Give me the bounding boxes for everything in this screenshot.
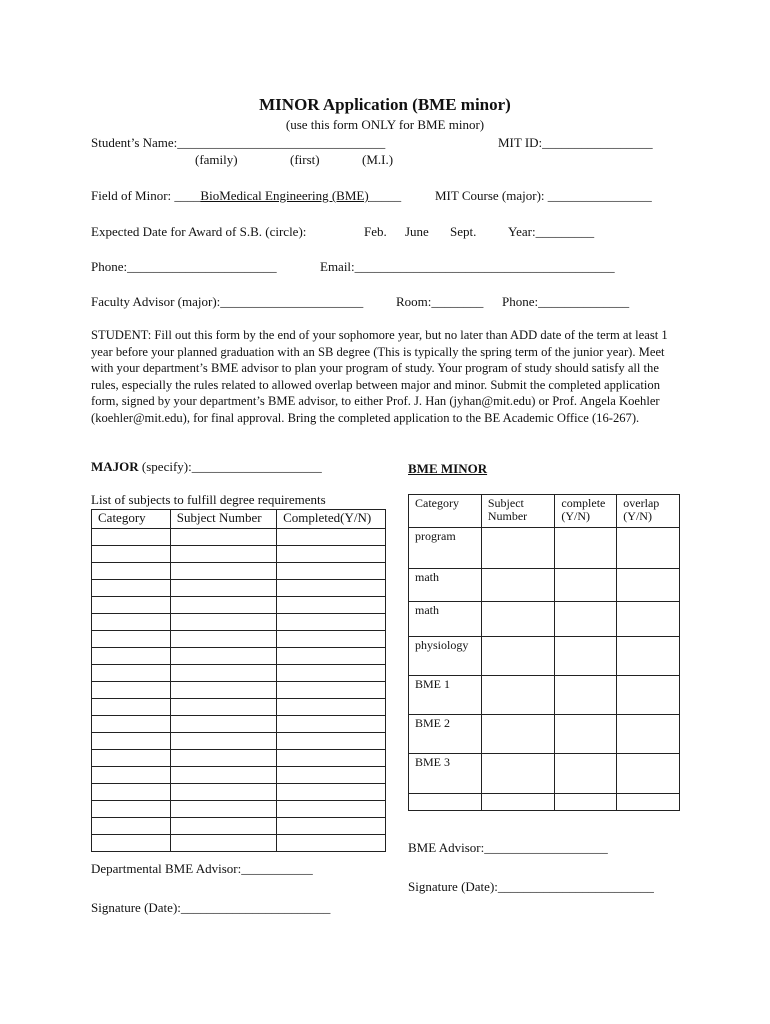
mi-caption: (M.I.) — [362, 152, 394, 167]
major-table-cell[interactable] — [170, 835, 276, 852]
minor-table-cell[interactable] — [481, 676, 555, 715]
minor-header-cell: complete (Y/N) — [555, 495, 617, 528]
minor-table-cell[interactable] — [617, 637, 680, 676]
minor-table-cell[interactable] — [555, 676, 617, 715]
major-table-cell[interactable] — [170, 648, 276, 665]
first-caption: (first) — [290, 152, 320, 167]
major-table-cell[interactable] — [92, 750, 171, 767]
major-table-cell[interactable] — [277, 682, 386, 699]
major-table-cell[interactable] — [92, 767, 171, 784]
mit-course-field[interactable]: MIT Course (major): ________________ — [435, 188, 652, 203]
major-table-cell[interactable] — [92, 563, 171, 580]
major-table-cell[interactable] — [277, 818, 386, 835]
minor-table-cell[interactable] — [481, 794, 555, 811]
major-table-row — [92, 733, 386, 750]
minor-table-cell[interactable] — [555, 528, 617, 569]
major-table-row — [92, 546, 386, 563]
email-field[interactable]: Email:________________________________________ — [320, 259, 615, 274]
major-table-header — [92, 510, 386, 529]
minor-category-cell: math — [409, 602, 482, 637]
major-table-cell[interactable] — [170, 733, 276, 750]
major-table-cell[interactable] — [170, 580, 276, 597]
major-table-cell[interactable] — [277, 733, 386, 750]
minor-table-cell[interactable] — [481, 602, 555, 637]
major-table-row — [92, 529, 386, 546]
expected-date-label: Expected Date for Award of S.B. (circle): — [91, 224, 307, 239]
option-feb[interactable]: Feb. — [364, 224, 387, 239]
minor-category-cell: physiology — [409, 637, 482, 676]
major-table-row — [92, 614, 386, 631]
minor-table-cell[interactable] — [555, 637, 617, 676]
minor-table-cell[interactable] — [617, 569, 680, 602]
minor-table-cell[interactable] — [617, 602, 680, 637]
minor-table-row — [409, 569, 680, 602]
major-table-row — [92, 580, 386, 597]
minor-category-cell: BME 1 — [409, 676, 482, 715]
major-table-row — [92, 597, 386, 614]
major-table-row — [92, 648, 386, 665]
major-table-cell[interactable] — [170, 682, 276, 699]
major-table-cell[interactable] — [170, 563, 276, 580]
major-header-cell: Category — [92, 510, 171, 529]
minor-table-cell[interactable] — [617, 754, 680, 794]
major-table-cell[interactable] — [277, 546, 386, 563]
minor-category-cell: math — [409, 569, 482, 602]
minor-category-cell — [409, 794, 482, 811]
advisor-phone-field[interactable]: Phone:______________ — [502, 294, 630, 309]
major-table-cell[interactable] — [277, 699, 386, 716]
minor-table-cell[interactable] — [481, 528, 555, 569]
major-table-cell[interactable] — [170, 529, 276, 546]
major-table-cell[interactable] — [277, 767, 386, 784]
major-table-cell[interactable] — [92, 631, 171, 648]
major-table-cell[interactable] — [277, 614, 386, 631]
major-table-cell[interactable] — [277, 835, 386, 852]
minor-table-row — [409, 794, 680, 811]
major-table-row — [92, 801, 386, 818]
major-table-cell[interactable] — [170, 801, 276, 818]
major-table-cell[interactable] — [170, 750, 276, 767]
minor-header-cell: overlap (Y/N) — [617, 495, 680, 528]
minor-table-row — [409, 754, 680, 794]
major-subjects-table — [91, 509, 386, 852]
phone-field[interactable]: Phone:_______________________ — [91, 259, 277, 274]
major-table-cell[interactable] — [277, 580, 386, 597]
major-table-cell[interactable] — [277, 529, 386, 546]
year-field[interactable]: Year:_________ — [508, 224, 595, 239]
minor-table-cell[interactable] — [617, 528, 680, 569]
minor-header-cell: Subject Number — [481, 495, 555, 528]
major-table-cell[interactable] — [277, 750, 386, 767]
major-table-cell[interactable] — [170, 699, 276, 716]
minor-category-cell: BME 2 — [409, 715, 482, 754]
major-table-cell[interactable] — [277, 631, 386, 648]
major-table-cell[interactable] — [92, 648, 171, 665]
major-table-cell[interactable] — [170, 767, 276, 784]
major-table-cell[interactable] — [170, 784, 276, 801]
list-caption: List of subjects to fulfill degree requirements — [91, 492, 326, 507]
major-table-row — [92, 716, 386, 733]
minor-table-header — [409, 495, 680, 528]
major-table-cell[interactable] — [92, 682, 171, 699]
major-table-cell[interactable] — [170, 818, 276, 835]
major-table-cell[interactable] — [92, 529, 171, 546]
major-table-cell[interactable] — [170, 665, 276, 682]
form-title: MINOR Application (BME minor) — [259, 95, 511, 114]
major-table-cell[interactable] — [277, 563, 386, 580]
minor-table-row — [409, 637, 680, 676]
major-table-cell[interactable] — [92, 614, 171, 631]
major-table-cell[interactable] — [277, 648, 386, 665]
minor-table-cell[interactable] — [617, 794, 680, 811]
major-table-cell[interactable] — [170, 546, 276, 563]
major-table-cell[interactable] — [277, 801, 386, 818]
field-of-minor-value: BioMedical Engineering (BME) — [200, 188, 369, 203]
room-field[interactable]: Room:________ — [396, 294, 484, 309]
minor-table-row — [409, 528, 680, 569]
major-table-row — [92, 699, 386, 716]
minor-table-row — [409, 715, 680, 754]
major-table-cell[interactable] — [277, 597, 386, 614]
major-table-cell[interactable] — [170, 614, 276, 631]
major-table-cell[interactable] — [277, 665, 386, 682]
minor-table-cell[interactable] — [555, 794, 617, 811]
major-table-cell[interactable] — [277, 716, 386, 733]
minor-table-row — [409, 602, 680, 637]
major-table-row — [92, 784, 386, 801]
major-table-row — [92, 835, 386, 852]
minor-table-cell[interactable] — [555, 569, 617, 602]
major-table-cell[interactable] — [92, 784, 171, 801]
major-table-cell[interactable] — [92, 597, 171, 614]
major-table-cell[interactable] — [92, 818, 171, 835]
major-table-row — [92, 631, 386, 648]
major-table-row — [92, 767, 386, 784]
major-table-cell[interactable] — [92, 546, 171, 563]
minor-table-cell[interactable] — [481, 754, 555, 794]
minor-table-cell[interactable] — [555, 602, 617, 637]
minor-table-cell[interactable] — [555, 754, 617, 794]
major-table-row — [92, 563, 386, 580]
bme-minor-table — [408, 494, 680, 811]
major-table-cell[interactable] — [92, 733, 171, 750]
mit-id-field[interactable]: MIT ID:_________________ — [498, 135, 653, 150]
major-table-cell[interactable] — [92, 801, 171, 818]
minor-table-cell[interactable] — [481, 637, 555, 676]
major-table-row — [92, 818, 386, 835]
option-june[interactable]: June — [405, 224, 429, 239]
minor-table-cell[interactable] — [555, 715, 617, 754]
option-sept[interactable]: Sept. — [450, 224, 477, 239]
minor-table-cell[interactable] — [617, 676, 680, 715]
faculty-advisor-field[interactable]: Faculty Advisor (major):______________________ — [91, 294, 364, 309]
major-header-cell: Completed(Y/N) — [277, 510, 386, 529]
minor-table-cell[interactable] — [617, 715, 680, 754]
dept-signature-field[interactable]: Signature (Date):_______________________ — [91, 900, 331, 915]
minor-header-cell: Category — [409, 495, 482, 528]
major-table-cell[interactable] — [92, 580, 171, 597]
minor-table-cell[interactable] — [481, 715, 555, 754]
form-subtitle: (use this form ONLY for BME minor) — [285, 117, 485, 132]
major-table-row — [92, 665, 386, 682]
major-header-cell: Subject Number — [170, 510, 276, 529]
major-table-cell[interactable] — [92, 699, 171, 716]
dept-bme-advisor-field[interactable]: Departmental BME Advisor:___________ — [91, 861, 313, 876]
student-name-field[interactable]: Student’s Name:________________________________ — [91, 135, 386, 150]
instructions-paragraph: STUDENT: Fill out this form by the end of your sophomore year, but no later than ADD date of the term at least 1 year before your planned graduation with an SB degree (This is typically the spring term of the junior year). Meet with your department’s BME advisor to plan your program of study. Your program of study should satisfy all the rules, especially the rules related to allowed overlap between major and minor. Submit the completed application form, signed by your department’s BME advisor, to either Prof. J. Han (jyhan@mit.edu) or Prof. Angela Koehler (koehler@mit.edu), for final approval. Bring the completed application to the BE Academic Office (16-267). — [91, 328, 668, 425]
bme-minor-heading: BME MINOR — [408, 461, 488, 476]
minor-category-cell: BME 3 — [409, 754, 482, 794]
major-table-cell[interactable] — [92, 665, 171, 682]
major-table-cell[interactable] — [277, 784, 386, 801]
major-specify-field[interactable]: MAJOR (specify):____________________ — [91, 459, 322, 474]
minor-table-cell[interactable] — [481, 569, 555, 602]
field-of-minor-label: Field of Minor: ____BioMedical Engineering (BME)_____ — [91, 188, 402, 203]
major-table-cell[interactable] — [92, 835, 171, 852]
bme-advisor-field[interactable]: BME Advisor:___________________ — [408, 840, 608, 855]
major-table-cell[interactable] — [170, 716, 276, 733]
major-table-cell[interactable] — [170, 597, 276, 614]
major-table-cell[interactable] — [92, 716, 171, 733]
major-table-row — [92, 750, 386, 767]
minor-category-cell: program — [409, 528, 482, 569]
major-table-cell[interactable] — [170, 631, 276, 648]
bme-signature-field[interactable]: Signature (Date):________________________ — [408, 879, 654, 894]
family-caption: (family) — [195, 152, 238, 167]
minor-table-row — [409, 676, 680, 715]
major-table-row — [92, 682, 386, 699]
